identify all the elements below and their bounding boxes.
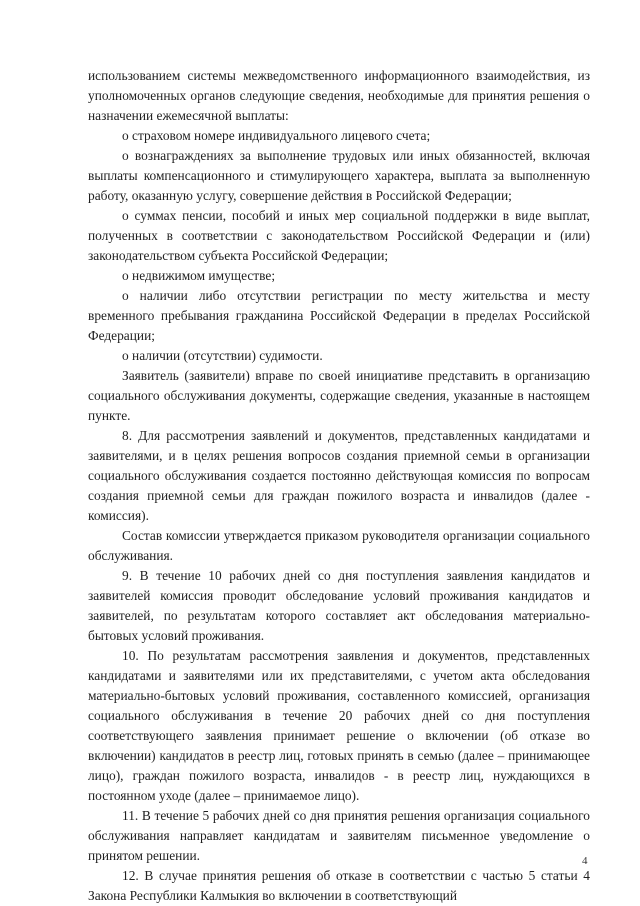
paragraph-item-11: 11. В течение 5 рабочих дней со дня принятия решения организация социального обслуживания направляет кандидатам и заявителям письменное уведомление о принятом решении. [88,808,590,863]
paragraph-applicant-right: Заявитель (заявители) вправе по своей инициативе представить в организацию социального обслуживания документы, содержащие сведения, указанные в настоящем пункте. [88,368,590,423]
paragraph-pension: о суммах пенсии, пособий и иных мер социальной поддержки в виде выплат, полученных в соответствии с законодательством Российской Федерации и (или) законодательством субъекта Российской Федерации; [88,208,590,263]
document-body [88,66,590,906]
paragraph-remuneration: о вознаграждениях за выполнение трудовых или иных обязанностей, включая выплаты компенсационного и стимулирующего характера, выплата за выполненную работу, оказанную услугу, совершение действия в Российской Федерации; [88,148,590,203]
paragraph-insurance-number: о страховом номере индивидуального лицевого счета; [122,128,431,143]
paragraph-item-9: 9. В течение 10 рабочих дней со дня поступления заявления кандидатов и заявителей комиссия проводит обследование условий проживания кандидатов и заявителей, по результатам которого составляет акт обследования материально-бытовых условий проживания. [88,568,590,643]
page-number: 4 [582,855,588,867]
paragraph-intro: использованием системы межведомственного информационного взаимодействия, из уполномоченных органов следующие сведения, необходимые для принятия решения о назначении ежемесячной выплаты: [88,68,590,123]
paragraph-registration: о наличии либо отсутствии регистрации по месту жительства и месту временного пребывания гражданина Российской Федерации в пределах Российской Федерации; [88,288,590,343]
paragraph-item-8: 8. Для рассмотрения заявлений и документов, представленных кандидатами и заявителями, и в целях решения вопросов создания приемной семьи в организации социального обслуживания создается постоянно действующая комиссия по вопросам создания приемной семьи для граждан пожилого возраста и инвалидов (далее - комиссия). [88,428,590,523]
paragraph-commission-composition: Состав комиссии утверждается приказом руководителя организации социального обслуживания. [88,528,590,563]
paragraph-item-12: 12. В случае принятия решения об отказе в соответствии с частью 5 статьи 4 Закона Республики Калмыкия во включении в соответствующий [88,868,590,903]
paragraph-criminal-record: о наличии (отсутствии) судимости. [122,348,323,363]
paragraph-item-10: 10. По результатам рассмотрения заявления и документов, представленных кандидатами и заявителями или их представителями, с учетом акта обследования материально-бытовых условий проживания, составленного комиссией, организация социального обслуживания в течение 20 рабочих дней со дня поступления соответствующего заявления принимает решение о включении (об отказе во включении) кандидатов в реестр лиц, готовых принять в семью (далее – принимающее лицо), граждан пожилого возраста, инвалидов - в реестр лиц, нуждающихся в постоянном уходе (далее – принимаемое лицо). [88,648,590,803]
paragraph-real-estate: о недвижимом имуществе; [122,268,276,283]
